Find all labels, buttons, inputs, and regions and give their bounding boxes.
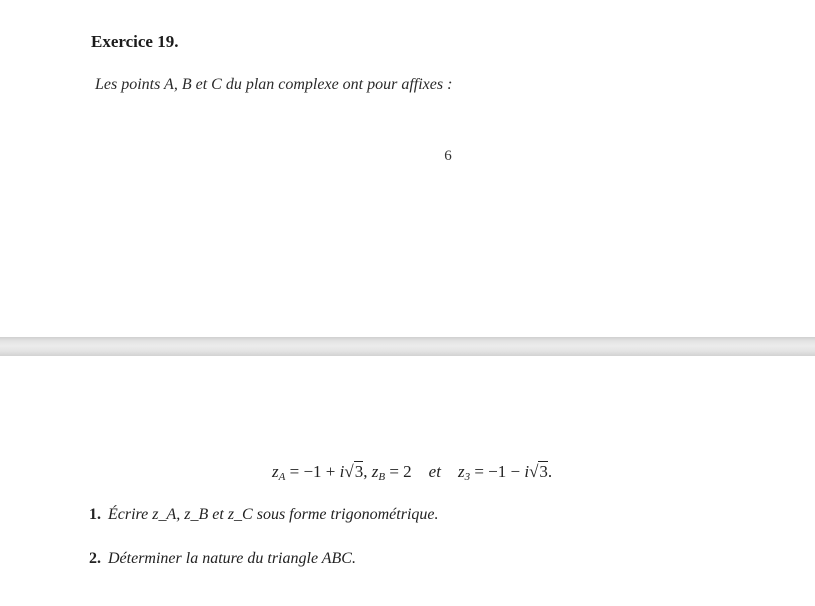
za-sqrt-sign: √ (344, 462, 354, 481)
za-var: z (272, 462, 279, 481)
z3-eq: = −1 − (470, 462, 525, 481)
za-eq: = −1 + (285, 462, 340, 481)
zb-eq: = 2 (385, 462, 412, 481)
question-2-text: Déterminer la nature du triangle ABC. (108, 550, 356, 567)
question-2 (89, 550, 356, 568)
z3-sqrt (529, 462, 548, 482)
page-separator (0, 337, 815, 356)
formula-end: . (547, 462, 553, 481)
z3-var: z (457, 462, 465, 481)
zb-var: z (371, 462, 379, 481)
z3-i: i (524, 462, 530, 481)
za-sqrt (344, 462, 363, 482)
za-radicand: 3 (354, 462, 364, 481)
z3-radicand: 3 (539, 462, 548, 481)
question-1-number: 1. (89, 506, 101, 523)
page-number: 6 (444, 148, 452, 164)
z3-sqrt-sign: √ (529, 462, 539, 481)
et-word: et (428, 462, 441, 481)
question-2-number: 2. (89, 550, 101, 567)
question-1-text: Écrire z_A, z_B et z_C sous forme trigonométrique. (108, 506, 439, 523)
exercise-intro: Les points A, B et C du plan complexe ont pour affixes : (95, 76, 453, 93)
exercise-title: Exercice 19. (91, 32, 179, 51)
question-1 (89, 506, 439, 524)
za-sep: , (363, 462, 372, 481)
zb-sub: B (378, 471, 386, 483)
z3-sub: 3 (464, 471, 471, 483)
za-sub: A (278, 471, 286, 483)
affixes-formula (272, 462, 552, 483)
za-i: i (339, 462, 345, 481)
